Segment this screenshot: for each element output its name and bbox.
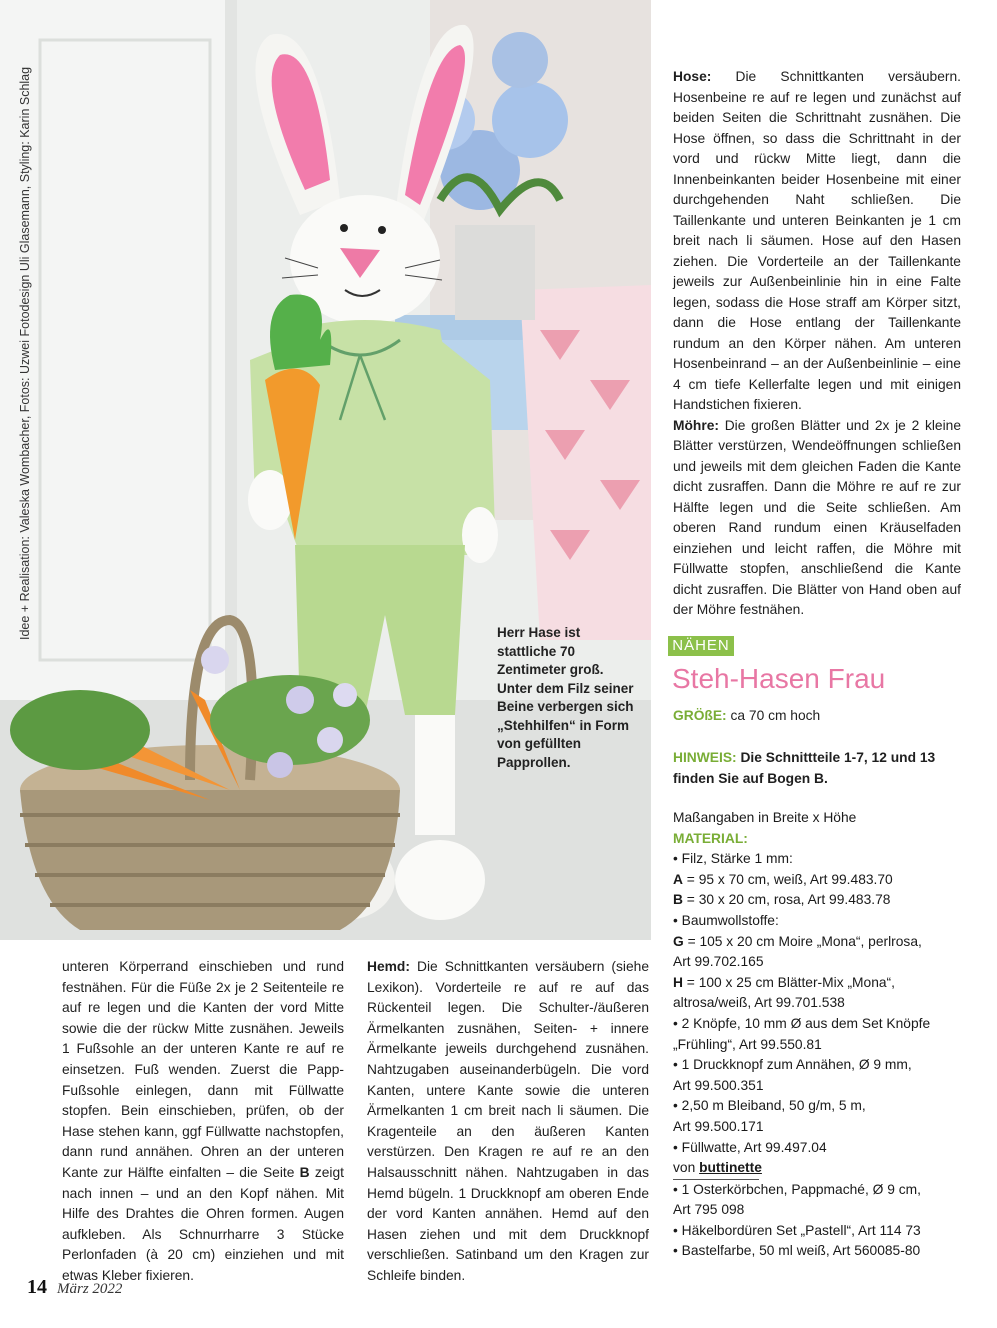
material-text: „Frühling“, Art 99.550.81 [673, 1036, 822, 1052]
material-prefix: A [673, 871, 683, 887]
material-item [673, 890, 973, 911]
page-footer [27, 1276, 122, 1299]
material-text: = 95 x 70 cm, weiß, Art 99.483.70 [682, 871, 893, 887]
material-item: • Bastelfarbe, 50 ml weiß, Art 560085-80 [673, 1243, 921, 1259]
material-text: • 2 Knöpfe, 10 mm Ø aus dem Set Knöpfe [673, 1015, 931, 1031]
materials-list [673, 808, 973, 1262]
material-text: Art 99.702.165 [673, 954, 764, 970]
material-text: • Füllwatte, Art 99.497.04 [673, 1139, 827, 1155]
material-label: MATERIAL: [673, 830, 748, 846]
hose-label: Hose: [673, 69, 712, 84]
material-item [673, 993, 973, 1014]
hose-text: Die Schnittkanten versäubern. Hosenbeine re auf re legen und zunächst auf beiden Seiten die Schrittnaht zusnähen. Die Hose öffnen, so dass die Schrittnaht in der vord und rückw Mitte liegt, dann die Innenbeinkanten beider Hosenbeine mit einer durchgehenden Naht schließen. Die Taillenkante und unteren Beinkanten je 1 cm breit nach li säumen. Hose auf den Hasen ziehen. Die Vorderteile an der Taillenkante jeweils zur Außenbeinlinie hin in eine Falte legen, sodass die Hose straff am Körper sitzt, dann die Hose entlang der Taillenkante rundum an den Körper nähen. Am unteren Hosenbeinrand – an der Außenbeinlinie – eine 4 cm tiefe Kellerfalte legen und mit einigen Handstichen fixieren. [673, 69, 961, 412]
material-text: altrosa/weiß, Art 99.701.538 [673, 995, 845, 1011]
hemd-label: Hemd: [367, 959, 410, 974]
material-prefix: H [673, 974, 683, 990]
material-item [673, 952, 973, 973]
moehre-text: Die großen Blätter und 2x je 2 kleine Blätter verstürzen, Wendeöffnungen schließen und jeweils mit dem gleichen Faden die Kante dicht zusraffen. Dann die Möhre re auf re zur Hälfte legen und die Seite schließen. Am oberen Rand rundum einen Kräuselfaden einziehen und leicht raffen, die Möhre mit Füllwatte stopfen, anschließend die Kante dicht zusraffen. Die Blätter von Hand oben auf der Möhre festnähen. [673, 417, 961, 617]
legs-text-2: zeigt nach innen – und an den Kopf nähen. Mit Hilfe des Drahtes die Ohren formen. Augen aufkleben. Als Schnurrharre 3 Stücke Perlonfaden (à 20 cm) einziehen und mit etwas Kleber fixieren. [62, 1164, 344, 1283]
instructions-hose [673, 67, 961, 621]
material-item [673, 1076, 973, 1097]
material-item [673, 870, 973, 891]
material-item: Art 795 098 [673, 1202, 745, 1218]
hero-photo [0, 0, 651, 940]
size-value: ca 70 cm hoch [726, 708, 821, 723]
material-text: • 2,50 m Bleiband, 50 g/m, 5 m, [673, 1098, 866, 1114]
legs-text-1: unteren Körperrand einschieben und rund festnähen. Für die Füße 2x je 2 Seitenteile re auf re legen und die Kanten der vord Mitte sowie die der rückw Mitte zusnähen. Jeweils 1 Fußsohle an der unteren Kante re auf re einsetzen. Fuß wenden. Zuerst die Papp-Fußsohle einlegen, dann mit Füllwatte stopfen. Bein einschieben, prüfen, ob der Hase stehen kann, ggf Füllwatte nachstopfen, dann rund annähen. Ohren an der unteren Kante zur Hälfte einfalten – die Seite [62, 959, 344, 1180]
hint-info [673, 748, 973, 789]
hemd-text: Die Schnittkanten versäubern (siehe Lexikon). Vorderteile re auf re auf das Rückenteil legen. Die Schulter-/äußeren Ärmelkanten zusnähen, Seiten- + innere Ärmelkante jeweils durchgehend zusnähen. Nahtzugaben auseinanderbügeln. Die vord Kanten, untere Kante sowie die unteren Ärmelkanten 1 cm breit nach li säumen. Die Kragenteile an den äußeren Kanten verstürzen. Den Kragen re auf re an den Halsausschnitt nähen. Nahtzugaben in das Hemd bügeln. 1 Druckknopf am oberen Ende der vord Kanten annähen. Hemd auf den Hasen ziehen und mit dem Druckknopf verschließen. Satinband um den Kragen zur Schleife binden. [367, 959, 649, 1283]
legs-bold: B [299, 1164, 310, 1180]
material-item [673, 911, 973, 932]
material-item [673, 973, 973, 994]
material-item: • Häkelbordüren Set „Pastell“, Art 114 73 [673, 1222, 921, 1238]
material-prefix: G [673, 933, 684, 949]
material-item [673, 1117, 973, 1138]
section-title: Steh-Hasen Frau [672, 663, 886, 694]
photo-credit: Idee + Realisation: Valeska Wombacher, Fotos: Uzwei Fotodesign Uli Glasemann, Styling: Karin Schlag [18, 66, 32, 640]
material-text: = 100 x 25 cm Blätter-Mix „Mona“, [682, 974, 895, 990]
material-items-2 [673, 1180, 973, 1262]
material-text: = 30 x 20 cm, rosa, Art 99.483.78 [682, 892, 891, 908]
dims-note: Maßangaben in Breite x Höhe [673, 810, 857, 825]
material-item: • 1 Osterkörbchen, Pappmaché, Ø 9 cm, [673, 1181, 921, 1197]
issue-date: März 2022 [57, 1281, 123, 1297]
instructions-legs [62, 957, 344, 1287]
material-item [673, 1035, 973, 1056]
material-item [673, 1138, 973, 1159]
material-text: Art 99.500.351 [673, 1077, 764, 1093]
material-text: • Baumwollstoffe: [673, 912, 779, 928]
hint-text: Die Schnittteile 1-7, 12 und 13 finden Sie auf Bogen B. [673, 750, 936, 786]
photo-caption: Herr Hase ist stattliche 70 Zentimeter groß. Unter dem Filz seiner Beine verbergen sich „Stehhilfen“ in Form von gefüllten Papprollen. [497, 625, 634, 770]
material-item [673, 849, 973, 870]
page-number: 14 [27, 1276, 47, 1298]
hint-label: HINWEIS: [673, 750, 737, 765]
material-item [673, 932, 973, 953]
bunny-illustration [0, 0, 651, 940]
material-text: = 105 x 20 cm Moire „Mona“, perlrosa, [683, 933, 922, 949]
material-text: • Filz, Stärke 1 mm: [673, 851, 793, 867]
section-tag: NÄHEN [668, 636, 734, 656]
material-item [673, 1096, 973, 1117]
material-item [673, 1055, 973, 1076]
material-item [673, 1014, 973, 1035]
instructions-hemd [367, 957, 649, 1287]
size-info [673, 706, 973, 727]
supplier-line [673, 1158, 973, 1179]
material-text: Art 99.500.171 [673, 1118, 764, 1134]
supplier-name: buttinette [699, 1160, 762, 1176]
material-items [673, 849, 973, 1158]
moehre-label: Möhre: [673, 417, 719, 433]
size-label: GRÖßE: [673, 708, 727, 723]
material-text: • 1 Druckknopf zum Annähen, Ø 9 mm, [673, 1057, 912, 1073]
supplier-von: von [673, 1160, 700, 1176]
material-prefix: B [673, 892, 683, 908]
